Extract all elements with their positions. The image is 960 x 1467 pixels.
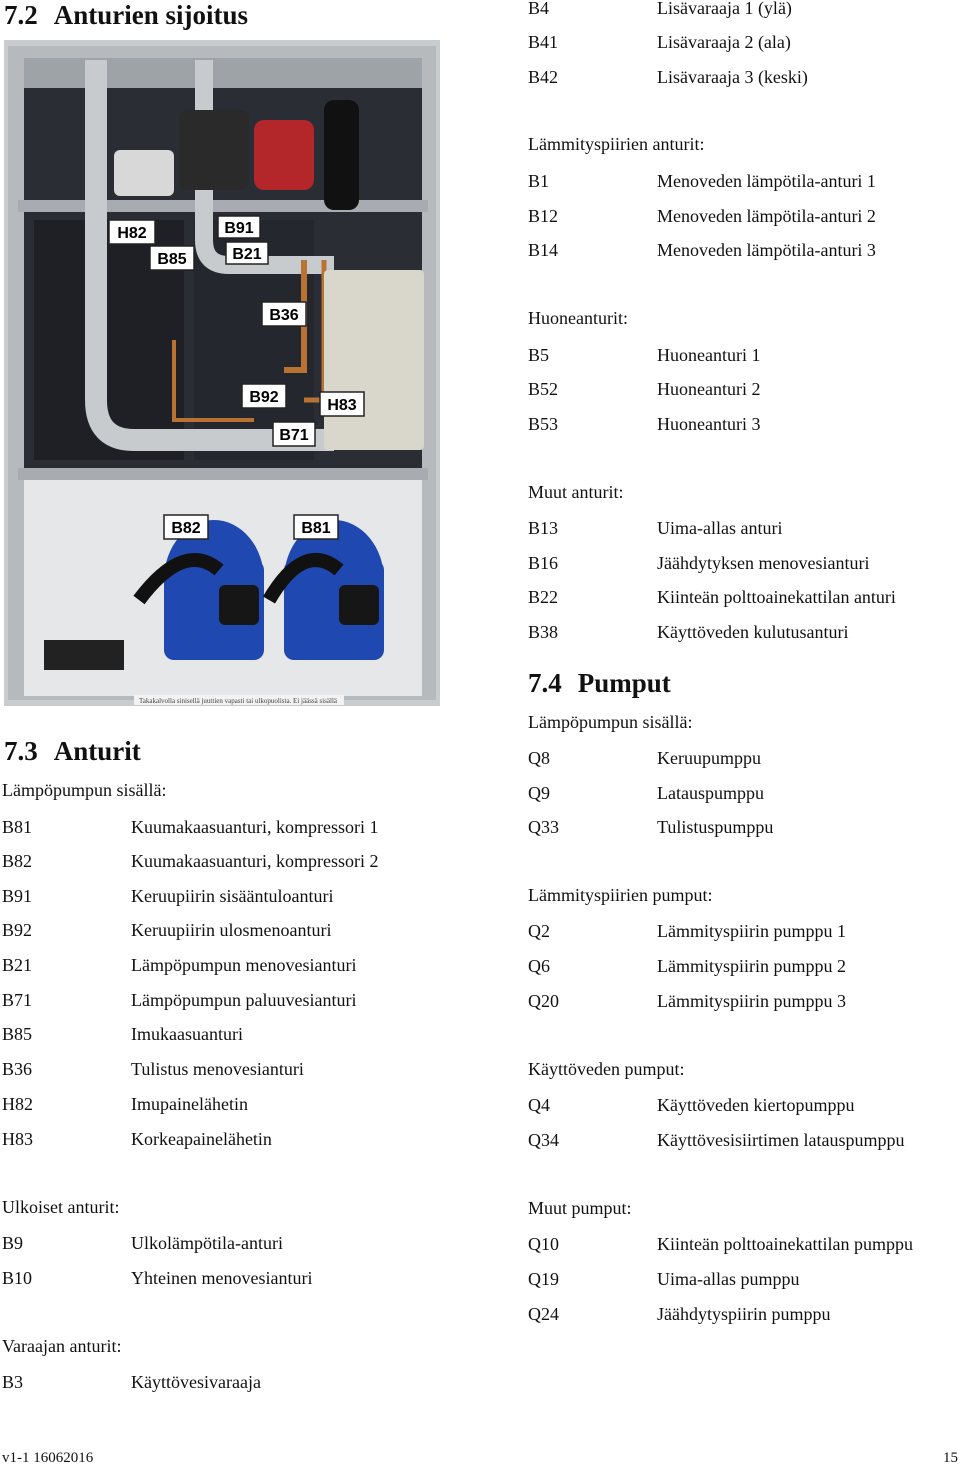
section-number: 7.2 (4, 0, 38, 30)
group-heading: Lämmityspiirien pumput: (528, 885, 713, 905)
list-item: Q19 Uima-allas pumppu (528, 1269, 800, 1289)
group-heading: Lämpöpumpun sisällä: (528, 712, 693, 732)
list-item: B53 Huoneanturi 3 (528, 414, 761, 434)
label-b82 (164, 515, 208, 539)
svg-text:B82: B82 (171, 520, 201, 537)
list-item: B42 Lisävaraaja 3 (keski) (528, 67, 808, 87)
list-item: B92 Keruupiirin ulosmenoanturi (2, 920, 332, 940)
svg-text:B36: B36 (269, 307, 299, 324)
group-heading: Lämmityspiirien anturit: (528, 134, 705, 154)
group-heading: Huoneanturit: (528, 308, 628, 328)
list-item: B41 Lisävaraaja 2 (ala) (528, 32, 791, 52)
list-item: B5 Huoneanturi 1 (528, 345, 761, 365)
list-item: B36 Tulistus menovesianturi (2, 1059, 304, 1079)
list-item: B16 Jäähdytyksen menovesianturi (528, 553, 870, 573)
list-item: H82 Imupainelähetin (2, 1094, 248, 1114)
svg-text:B92: B92 (249, 389, 279, 406)
group-heading: Varaajan anturit: (2, 1336, 122, 1356)
label-b85 (150, 246, 194, 270)
list-item: Q4 Käyttöveden kiertopumppu (528, 1095, 855, 1115)
list-item: Q33 Tulistuspumppu (528, 817, 774, 837)
list-item: H83 Korkeapainelähetin (2, 1129, 272, 1149)
list-item: B22 Kiinteän polttoainekattilan anturi (528, 587, 896, 607)
warning-text: Takakalvolla sinisellä juuttien vapasti tai ulkopuolista. Ei jäässä sisällä (139, 697, 337, 705)
list-item: B14 Menoveden lämpötila-anturi 3 (528, 240, 876, 260)
group-heading: Käyttöveden pumput: (528, 1059, 685, 1079)
list-item: B3 Käyttövesivaraaja (2, 1372, 261, 1392)
list-item: Q9 Latauspumppu (528, 783, 764, 803)
page-number: 15 (943, 1450, 958, 1466)
list-item: B9 Ulkolämpötila-anturi (2, 1233, 283, 1253)
list-item: Q24 Jäähdytyspiirin pumppu (528, 1304, 831, 1324)
list-item: B12 Menoveden lämpötila-anturi 2 (528, 206, 876, 226)
label-h82 (109, 220, 155, 244)
label-h83 (320, 392, 364, 416)
group-heading: Ulkoiset anturit: (2, 1197, 120, 1217)
list-item: Q20 Lämmityspiirin pumppu 3 (528, 991, 846, 1011)
section-title: Anturit (53, 736, 141, 766)
svg-text:B91: B91 (224, 220, 254, 237)
section-number: 7.3 (4, 736, 38, 766)
list-item: B82 Kuumakaasuanturi, kompressori 2 (2, 851, 379, 871)
list-item: B1 Menoveden lämpötila-anturi 1 (528, 171, 876, 191)
section-number: 7.4 (528, 668, 562, 698)
list-item: B91 Keruupiirin sisääntuloanturi (2, 886, 334, 906)
list-item: B4 Lisävaraaja 1 (ylä) (528, 0, 792, 18)
list-item: B21 Lämpöpumpun menovesianturi (2, 955, 357, 975)
footer-version: v1-1 16062016 (2, 1450, 94, 1466)
svg-text:B21: B21 (232, 246, 262, 263)
svg-text:B85: B85 (157, 251, 187, 268)
svg-text:H83: H83 (327, 397, 357, 414)
label-b81 (294, 515, 338, 539)
list-item: B10 Yhteinen menovesianturi (2, 1268, 313, 1288)
group-heading: Muut anturit: (528, 482, 624, 502)
list-item: B52 Huoneanturi 2 (528, 379, 761, 399)
svg-text:B71: B71 (279, 427, 309, 444)
label-b36 (262, 302, 306, 326)
section-7-2-heading (4, 0, 248, 31)
label-b92 (242, 384, 286, 408)
svg-text:H82: H82 (117, 225, 147, 242)
label-b21 (226, 242, 268, 264)
svg-text:B81: B81 (301, 520, 331, 537)
section-7-4-heading (528, 668, 671, 699)
list-item: Q10 Kiinteän polttoainekattilan pumppu (528, 1234, 913, 1254)
list-item: B38 Käyttöveden kulutusanturi (528, 622, 849, 642)
list-item: B81 Kuumakaasuanturi, kompressori 1 (2, 817, 379, 837)
list-item: Q6 Lämmityspiirin pumppu 2 (528, 956, 846, 976)
group-heading: Muut pumput: (528, 1198, 632, 1218)
list-item: Q34 Käyttövesisiirtimen latauspumppu (528, 1130, 905, 1150)
list-item: B13 Uima-allas anturi (528, 518, 783, 538)
list-item: B71 Lämpöpumpun paluuvesianturi (2, 990, 357, 1010)
group-heading: Lämpöpumpun sisällä: (2, 780, 167, 800)
label-b71 (273, 422, 315, 446)
section-title: Anturien sijoitus (53, 0, 249, 30)
section-title: Pumput (577, 668, 671, 698)
section-7-3-heading (4, 736, 141, 767)
label-b91 (218, 216, 260, 238)
list-item: B85 Imukaasuanturi (2, 1024, 243, 1044)
list-item: Q2 Lämmityspiirin pumppu 1 (528, 921, 846, 941)
list-item: Q8 Keruupumppu (528, 748, 761, 768)
heat-pump-photo (4, 40, 440, 706)
